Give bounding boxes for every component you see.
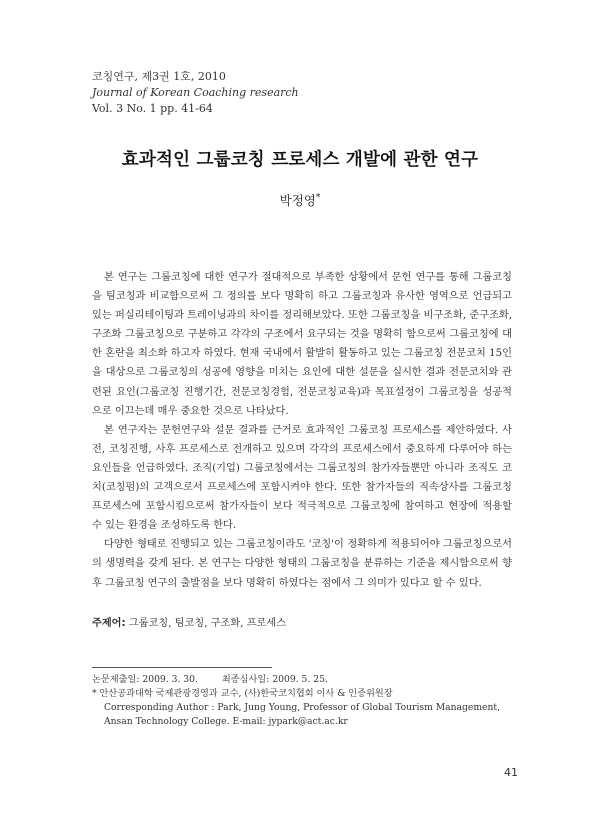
abstract-paragraph-3: 다양한 형태로 진행되고 있는 그룹코칭이라도 '코칭'이 정확하게 적용되어야 그룹코칭으로서의 생명력을 갖게 된다. 본 연구는 다양한 형태의 그룹코칭을 분류하는 기준을 제시함으로써 향후 그룹코칭 연구의 출발점을 보다 명확히 하였다는 점에서 그 의미가 있다고 할 수 있다. bbox=[92, 539, 512, 589]
keywords-text: 그룹코칭, 팀코칭, 구조화, 프로세스 bbox=[128, 618, 287, 629]
author-name: 박정영 bbox=[279, 193, 316, 208]
footnote-dates bbox=[92, 673, 524, 687]
footnote bbox=[92, 673, 524, 729]
received-date: 논문제출일: 2009. 3. 30. bbox=[92, 674, 198, 685]
reviewed-date: 최종심사일: 2009. 5. 25. bbox=[221, 674, 328, 685]
corresponding-author: Corresponding Author : Park, Jung Young, Professor of Global Tourism Management, Ansan Technology College. E-mail: jypark@act.ac.kr bbox=[104, 702, 501, 727]
abstract-paragraph-2: 본 연구자는 문헌연구와 설문 결과를 근거로 효과적인 그룹코칭 프로세스를 제안하였다. 사전, 코칭진행, 사후 프로세스로 전개하고 있으며 각각의 프로세스에서 중요하게 다루어야 하는 요인들을 언급하였다. 조직(기업) 그룹코칭에서는 그룹코칭의 참가자들뿐만 아니라 조직도 코치(코칭펌)의 고객으로서 프로세스에 포함시켜야 한다. 또한 참가자들의 직속상사를 그룹코칭 프로세스에 포함시킴으로써 참가자들이 보다 적극적으로 그룹코칭에 참여하고 현장에 적용할 수 있는 환경을 조성하도록 한다. bbox=[92, 424, 512, 532]
paper-title: 효과적인 그룹코칭 프로세스 개발에 관한 연구 bbox=[121, 150, 479, 170]
journal-volume-en: Vol. 3 No. 1 pp. 41-64 bbox=[92, 102, 213, 115]
footnote-divider bbox=[92, 667, 272, 668]
keywords-label: 주제어: bbox=[92, 618, 126, 629]
author-affiliation: * 안산공과대학 국제관광경영과 교수, (사)한국코치협회 이사 & 인증위원장 bbox=[92, 688, 393, 699]
author bbox=[0, 191, 600, 209]
journal-volume-kr: 코칭연구, 제3권 1호, 2010 bbox=[92, 70, 226, 83]
author-footnote-mark: * bbox=[315, 192, 321, 203]
abstract-paragraph-1: 본 연구는 그룹코칭에 대한 연구가 절대적으로 부족한 상황에서 문헌 연구를 통해 그룹코칭을 팀코칭과 비교함으로써 그 정의를 보다 명확히 하고 그룹코칭과 유사한 영역으로 언급되고 있는 퍼실리테이팅과 트레이닝과의 차이를 정리해보았다. 또한 그룹코칭을 비구조화, 준구조화, 구조화 그룹코칭으로 구분하고 각각의 구조에서 요구되는 것을 명확히 함으로써 그룹코칭에 대한 혼란을 최소화 하고자 하였다. 현재 국내에서 활발히 활동하고 있는 그룹코칭 전문코치 15인을 대상으로 그룹코칭의 성공에 영향을 미치는 요인에 대한 설문을 실시한 결과 전문코치와 관련된 요인(그룹코칭 진행기간, 전문코칭경험, 전문코칭교육)과 목표설정이 그룹코칭을 성공적으로 이끄는데 매우 중요한 것으로 나타났다. bbox=[92, 272, 512, 417]
page-number: 41 bbox=[504, 766, 518, 779]
keywords bbox=[92, 614, 286, 629]
abstract bbox=[92, 268, 512, 593]
journal-header bbox=[92, 69, 299, 117]
journal-name-en: Journal of Korean Coaching research bbox=[92, 86, 299, 99]
